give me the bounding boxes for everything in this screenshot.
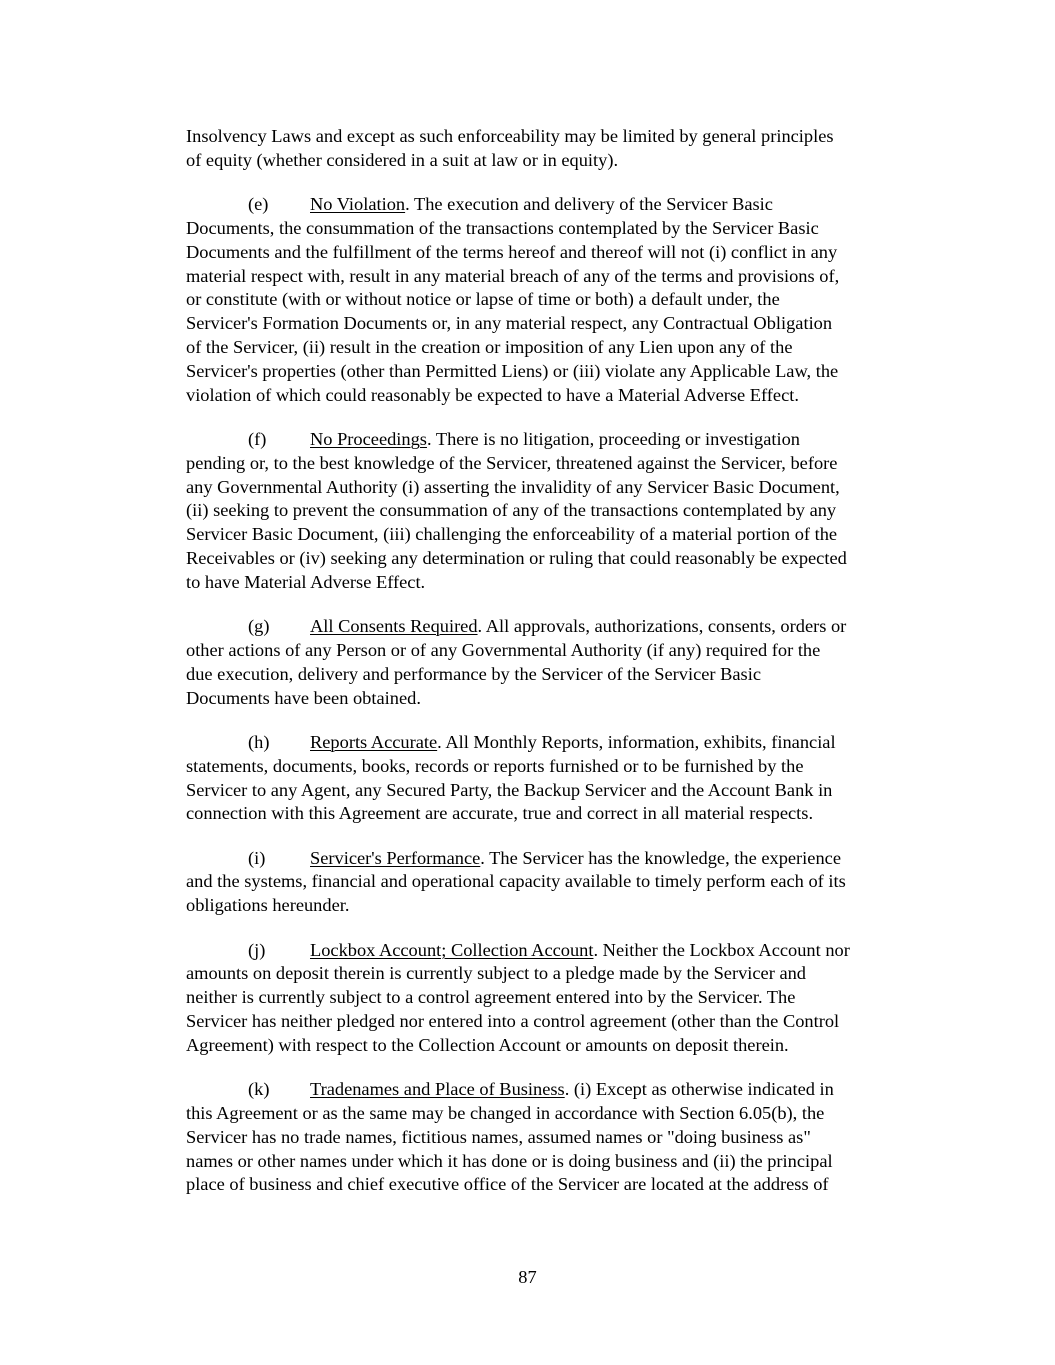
text-line: Documents have been obtained.: [186, 687, 421, 708]
section-heading: All Consents Required: [310, 616, 478, 637]
section-first-line: [186, 731, 930, 755]
text-line: obligations hereunder.: [186, 895, 350, 916]
text-line: statements, documents, books, records or reports furnished or to be furnished by the: [186, 755, 804, 776]
text-line: other actions of any Person or of any Governmental Authority (if any) required for the: [186, 639, 821, 660]
text-line: to have Material Adverse Effect.: [186, 571, 426, 592]
section-first-line: [186, 1078, 930, 1102]
text-line: and the systems, financial and operational capacity available to timely perform each of its: [186, 871, 846, 892]
section-first-line-text: . There is no litigation, proceeding or investigation: [426, 428, 800, 449]
text-line: due execution, delivery and performance by the Servicer of the Servicer Basic: [186, 663, 761, 684]
section-marker: (j): [248, 939, 266, 960]
section-e-paragraph: [186, 193, 930, 407]
section-first-line-text: . All Monthly Reports, information, exhibits, financial: [437, 731, 836, 752]
section-marker: (f): [248, 428, 267, 449]
section-marker: (e): [248, 194, 269, 215]
section-heading: No Proceedings: [310, 428, 427, 449]
section-heading: No Violation: [310, 194, 406, 215]
section-marker: (i): [248, 847, 266, 868]
section-first-line-text: . All approvals, authorizations, consents, orders or: [477, 616, 847, 637]
section-first-line-text: . (i) Except as otherwise indicated in: [564, 1079, 834, 1100]
text-line: (ii) seeking to prevent the consummation of any of the transactions contemplated by any: [186, 500, 837, 521]
text-line: or constitute (with or without notice or lapse of time or both) a default under, the: [186, 289, 780, 310]
intro-paragraph: [186, 125, 930, 173]
section-first-line: [186, 428, 930, 452]
text-line: this Agreement or as the same may be changed in accordance with Section 6.05(b), the: [186, 1103, 825, 1124]
text-line: Servicer's Formation Documents or, in any material respect, any Contractual Obligation: [186, 313, 833, 334]
section-marker: (g): [248, 616, 270, 637]
text-line: Documents, the consummation of the transactions contemplated by the Servicer Basic: [186, 217, 819, 238]
text-line: Servicer has no trade names, fictitious names, assumed names or "doing business as": [186, 1126, 811, 1147]
text-line: Insolvency Laws and except as such enforceability may be limited by general principles: [186, 126, 834, 146]
text-line: violation of which could reasonably be expected to have a Material Adverse Effect.: [186, 384, 799, 405]
text-line: Servicer's properties (other than Permitted Liens) or (iii) violate any Applicable Law, the: [186, 360, 839, 381]
text-line: pending or, to the best knowledge of the Servicer, threatened against the Servicer, before: [186, 452, 838, 473]
section-first-line: [186, 193, 930, 217]
section-heading: Tradenames and Place of Business: [310, 1079, 565, 1100]
section-first-line: [186, 939, 930, 963]
section-heading: Servicer's Performance: [310, 847, 481, 868]
section-f-paragraph: [186, 428, 930, 595]
section-heading: Lockbox Account; Collection Account: [310, 939, 594, 960]
text-line: Receivables or (iv) seeking any determination or ruling that could reasonably be expected: [186, 547, 847, 568]
section-i-paragraph: [186, 847, 930, 918]
section-first-line-text: . The Servicer has the knowledge, the experience: [480, 847, 841, 868]
text-line: any Governmental Authority (i) asserting the invalidity of any Servicer Basic Document,: [186, 476, 840, 497]
section-marker: (h): [248, 731, 270, 752]
text-line: amounts on deposit therein is currently subject to a pledge made by the Servicer and: [186, 963, 806, 984]
section-g-paragraph: [186, 615, 930, 710]
section-first-line: [186, 847, 930, 871]
text-line: names or other names under which it has done or is doing business and (ii) the principal: [186, 1150, 833, 1171]
text-line: Servicer has neither pledged nor entered into a control agreement (other than the Control: [186, 1011, 840, 1032]
text-line: Documents and the fulfillment of the terms hereof and thereof will not (i) conflict in any: [186, 241, 838, 262]
text-line: of equity (whether considered in a suit at law or in equity).: [186, 149, 619, 170]
text-line: Servicer to any Agent, any Secured Party, the Backup Servicer and the Account Bank in: [186, 779, 833, 800]
text-line: Servicer Basic Document, (iii) challenging the enforceability of a material portion of the: [186, 524, 838, 545]
section-first-line-text: . Neither the Lockbox Account nor: [593, 939, 850, 960]
text-line: neither is currently subject to a control agreement entered into by the Servicer. The: [186, 987, 796, 1008]
text-line: connection with this Agreement are accurate, true and correct in all material respects.: [186, 803, 814, 824]
page-number: 87: [518, 1267, 537, 1287]
section-first-line: [186, 615, 930, 639]
section-marker: (k): [248, 1079, 270, 1100]
section-heading: Reports Accurate: [310, 731, 438, 752]
section-j-paragraph: [186, 939, 930, 1058]
text-line: of the Servicer, (ii) result in the creation or imposition of any Lien upon any of the: [186, 336, 793, 357]
document-body: [186, 125, 930, 1218]
section-k-paragraph: [186, 1078, 930, 1197]
text-line: place of business and chief executive office of the Servicer are located at the address of: [186, 1174, 829, 1195]
section-first-line-text: . The execution and delivery of the Servicer Basic: [405, 194, 773, 215]
section-h-paragraph: [186, 731, 930, 826]
text-line: Agreement) with respect to the Collection Account or amounts on deposit therein.: [186, 1034, 789, 1055]
text-line: material respect with, result in any material breach of any of the terms and provisions of,: [186, 265, 840, 286]
